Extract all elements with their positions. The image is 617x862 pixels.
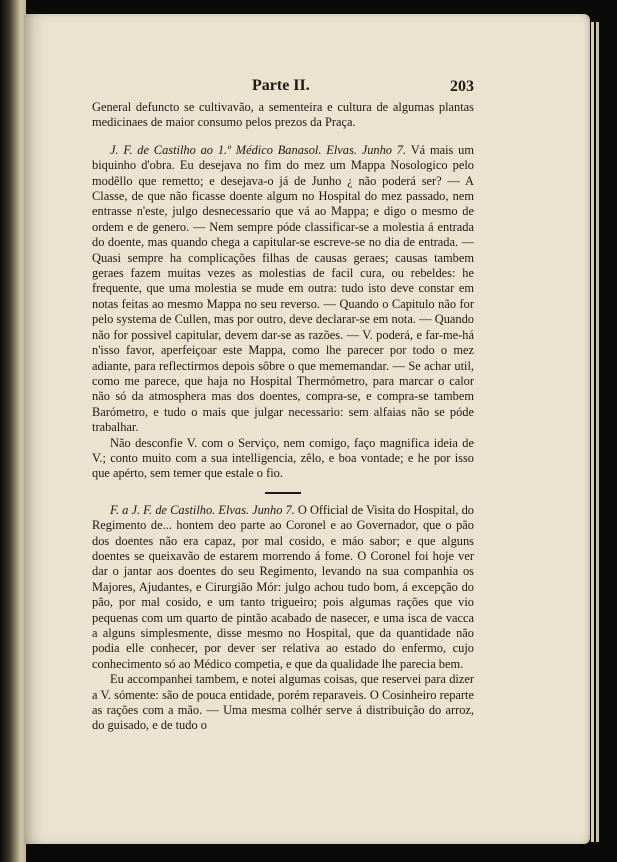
paragraph: Não desconfie V. com o Serviço, nem comigo, faço magnifica ideia de V.; conto muito com a sua intelligencia, zêlo, e boa vontade; e he por isso que apérto, sem temer que estale o fio.	[92, 435, 474, 481]
page-edge	[596, 22, 599, 842]
running-title: Parte II.	[252, 77, 310, 94]
book-spine-shadow	[0, 0, 26, 862]
paragraph: O Official de Visita do Hospital, do Regimento de... hontem deo parte ao Coronel e ao Governador, que o pão dos doentes não era capaz, por mal cosido, e máo sabor; e que alguns doentes se queixavão de estarem morrendo á fome. O Coronel foi hoje ver dar o jantar aos doentes do seu Regimento, levando na sua companhia os Majores, Ajudantes, e Cirurgião Mór: julgo achou tudo bom, á excepção do pão, por mal cosido, e um tanto trigueiro; pois algumas rações que vio pequenas com um quarto de pintão acabado de nasecer, e uma isca de vacca a alguns simplesmente, disse mesmo no Hospital, que da quantidade não podia elle conhecer, por dever ser relativa ao estado do enfermo, cujo conhecimento só ao Médico competia, e que da qualidade lhe parecia bem.	[92, 502, 474, 671]
page-number: 203	[450, 78, 474, 95]
page-header	[92, 78, 474, 100]
paragraph: Vá mais um biquinho d'obra. Eu desejava no fim do mez um Mappa Nosologico pelo modêllo que remetto; e desejava-o já de Junho ¿ não poderá ser? — A Classe, de que não ficasse doente algum no Hospital do mez passado, nem entrasse n'este, julgo desnecessario que vá ao Mappa; e digo o mesmo de ordem e de genero. — Nem sempre póde classificar-se a molestia á entrada do doente, mas quando chega a capitular-se escreve-se no dia de entrada. — Quasi sempre ha complicações filhas de causas geraes; causas tambem geraes fazem muitas vezes as molestias de facil cura, ou rebeldes: he frequente, que uma molestia se mude em outra: tudo isto deve constar em notas feitas ao mesmo Mappa no seu reverso. — Quando o Capitulo não for pelo systema de Cullen, mas por outro, deve declarar-se em nota. — Quando não for possivel capitular, devem dar-se as razões. — V. poderá, e far-me-há n'isso favor, aperfeiçoar este Mappa, como lhe parecer por todo o mez adiante, para reflectirmos depois sôbre o que mememandar. — Se achar util, como me parece, que haja no Hospital Thermómetro, para marcar o calor não só da atmosphera mas dos doentes, compra-se, e compra-se tambem Barómetro, e tudo o mais que julgar necessario: sem alfaias não se póde trabalhar.	[92, 142, 474, 435]
page-edge	[591, 22, 594, 842]
letter-f-to-castilho	[92, 503, 474, 734]
paragraph: General defuncto se cultivavão, a sementeira e cultura de algumas plantas medicinaes de maior consumo pelos prezos da Praça.	[92, 100, 474, 130]
letter-heading: F. a J. F. de Castilho. Elvas. Junho 7.	[110, 502, 295, 517]
section-intro	[92, 100, 474, 131]
page-content	[92, 78, 474, 734]
letter-heading: J. F. de Castilho ao 1.º Médico Banasol. Elvas. Junho 7.	[110, 142, 407, 157]
section-divider	[265, 492, 301, 494]
paragraph: Eu accompanhei tambem, e notei algumas coisas, que reservei para dizer a V. sómente: são de pouca entidade, porém reparaveis. O Cosinheiro reparte as rações com a mão. — Uma mesma colhér serve á distribuição do arroz, do guisado, e de tudo o	[92, 672, 474, 733]
letter-castilho-to-medico	[92, 143, 474, 482]
